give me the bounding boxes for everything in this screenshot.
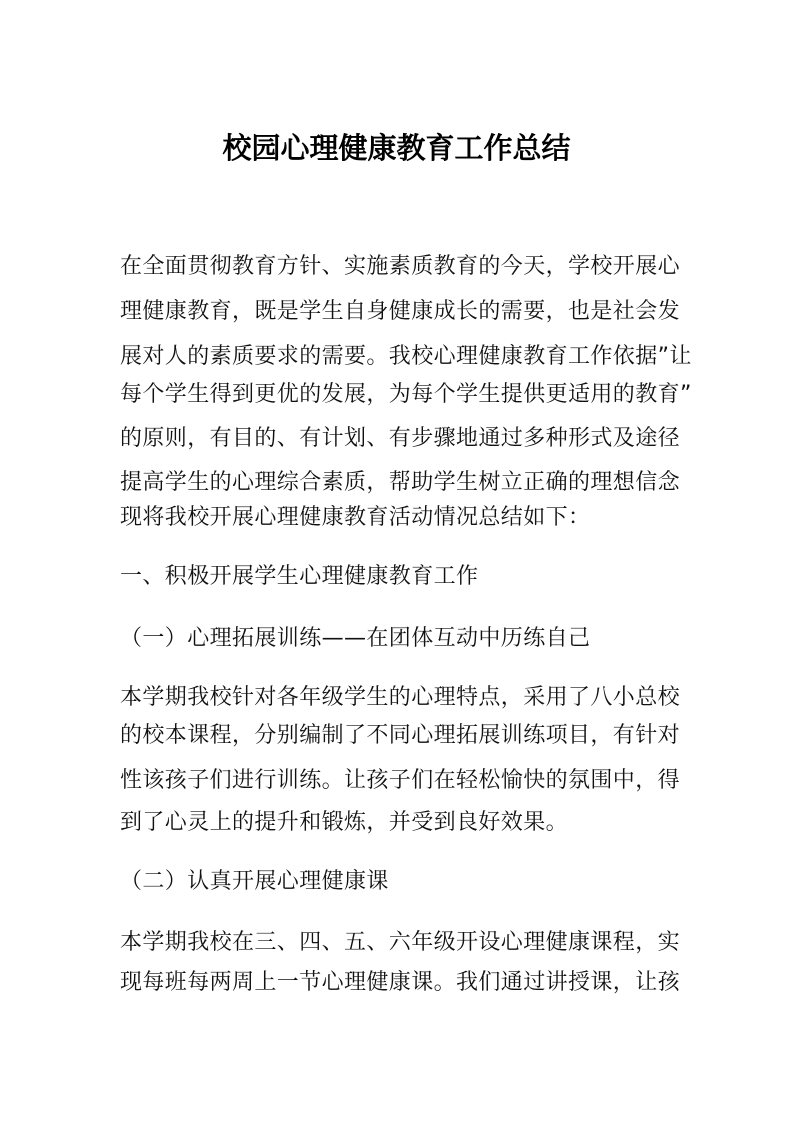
section-heading-1: 一、积极开展学生心理健康教育工作 (120, 564, 479, 589)
paragraph-line: 每个学生得到更优的发展，为每个学生提供更适用的教育” (120, 382, 692, 407)
paragraph-line: 展对人的素质要求的需要。我校心理健康教育工作依据”让 (120, 344, 692, 369)
paragraph-line: 现将我校开展心理健康教育活动情况总结如下： (120, 505, 591, 530)
subsection-heading-2: （二）认真开展心理健康课 (120, 869, 389, 894)
paragraph-line: 性该孩子们进行训练。让孩子们在轻松愉快的氛围中，得 (120, 768, 681, 793)
paragraph-line: 的原则，有目的、有计划、有步骤地通过多种形式及途径 (120, 426, 681, 451)
paragraph-line: 的校本课程，分别编制了不同心理拓展训练项目，有针对 (120, 723, 681, 748)
paragraph-line: 现每班每两周上一节心理健康课。我们通过讲授课，让孩 (120, 970, 681, 995)
paragraph-line: 本学期我校在三、四、五、六年级开设心理健康课程，实 (120, 930, 681, 955)
paragraph-line: 理健康教育，既是学生自身健康成长的需要，也是社会发 (120, 299, 681, 324)
paragraph-line: 在全面贯彻教育方针、实施素质教育的今天，学校开展心 (120, 254, 681, 279)
document-title: 校园心理健康教育工作总结 (222, 131, 571, 165)
paragraph-line: 提高学生的心理综合素质，帮助学生树立正确的理想信念 (120, 470, 681, 495)
paragraph-line: 到了心灵上的提升和锻炼，并受到良好效果。 (120, 810, 569, 835)
subsection-heading-1: （一）心理拓展训练——在团体互动中历练自己 (120, 626, 591, 651)
paragraph-line: 本学期我校针对各年级学生的心理特点，采用了八小总校 (120, 685, 681, 710)
